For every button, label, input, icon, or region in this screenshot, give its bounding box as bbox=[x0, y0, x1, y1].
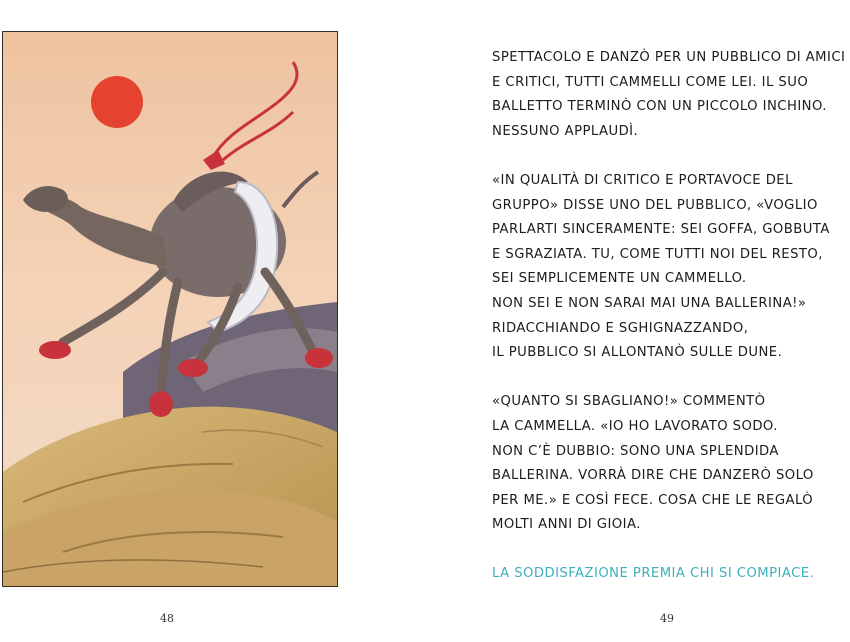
text-line: PER ME.» E COSÌ FECE. COSA CHE LE REGALÒ bbox=[492, 492, 814, 508]
text-line: IL PUBBLICO SI ALLONTANÒ SULLE DUNE. bbox=[492, 345, 783, 361]
paragraph-3 bbox=[492, 390, 842, 538]
text-line: GRUPPO» DISSE UNO DEL PUBBLICO, «VOGLIO bbox=[492, 197, 818, 213]
text-line: BALLETTO TERMINÒ CON UN PICCOLO INCHINO. bbox=[492, 99, 827, 115]
shoe bbox=[149, 391, 173, 417]
shoe bbox=[305, 348, 333, 368]
sun bbox=[91, 76, 143, 128]
story-text bbox=[492, 46, 846, 612]
text-line: NESSUNO APPLAUDÌ. bbox=[492, 123, 639, 139]
text-line: «IN QUALITÀ DI CRITICO E PORTAVOCE DEL bbox=[492, 172, 793, 188]
text-line: E SGRAZIATA. TU, COME TUTTI NOI DEL RESTO, bbox=[492, 246, 823, 262]
text-line: NON SEI E NON SARAI MAI UNA BALLERINA!» bbox=[492, 295, 807, 311]
text-line: LA CAMMELLA. «IO HO LAVORATO SODO. bbox=[492, 418, 778, 434]
illustration-svg bbox=[3, 32, 337, 586]
shoe bbox=[178, 359, 208, 377]
shoe bbox=[39, 341, 71, 359]
text-line: PARLARTI SINCERAMENTE: SEI GOFFA, GOBBUTA bbox=[492, 222, 830, 238]
text-line: SPETTACOLO E DANZÒ PER UN PUBBLICO DI AMICI bbox=[492, 50, 846, 65]
page-number-left: 48 bbox=[160, 612, 174, 625]
text-line: MOLTI ANNI DI GIOIA. bbox=[492, 517, 641, 533]
page-number-right: 49 bbox=[660, 612, 674, 625]
text-line: E CRITICI, TUTTI CAMMELLI COME LEI. IL SUO bbox=[492, 74, 809, 90]
text-line: «QUANTO SI SBAGLIANO!» COMMENTÒ bbox=[492, 394, 766, 410]
text-line: RIDACCHIANDO E SGHIGNAZZANDO, bbox=[492, 320, 749, 336]
text-line: BALLERINA. VORRÀ DIRE CHE DANZERÒ SOLO bbox=[492, 468, 814, 484]
illustration-camel-ballerina bbox=[2, 31, 338, 587]
text-line: SEI SEMPLICEMENTE UN CAMMELLO. bbox=[492, 271, 747, 287]
paragraph-1 bbox=[492, 46, 846, 144]
paragraph-2 bbox=[492, 169, 842, 366]
moral-text: LA SODDISFAZIONE PREMIA CHI SI COMPIACE. bbox=[492, 566, 815, 582]
text-line: NON C’È DUBBIO: SONO UNA SPLENDIDA bbox=[492, 443, 779, 459]
